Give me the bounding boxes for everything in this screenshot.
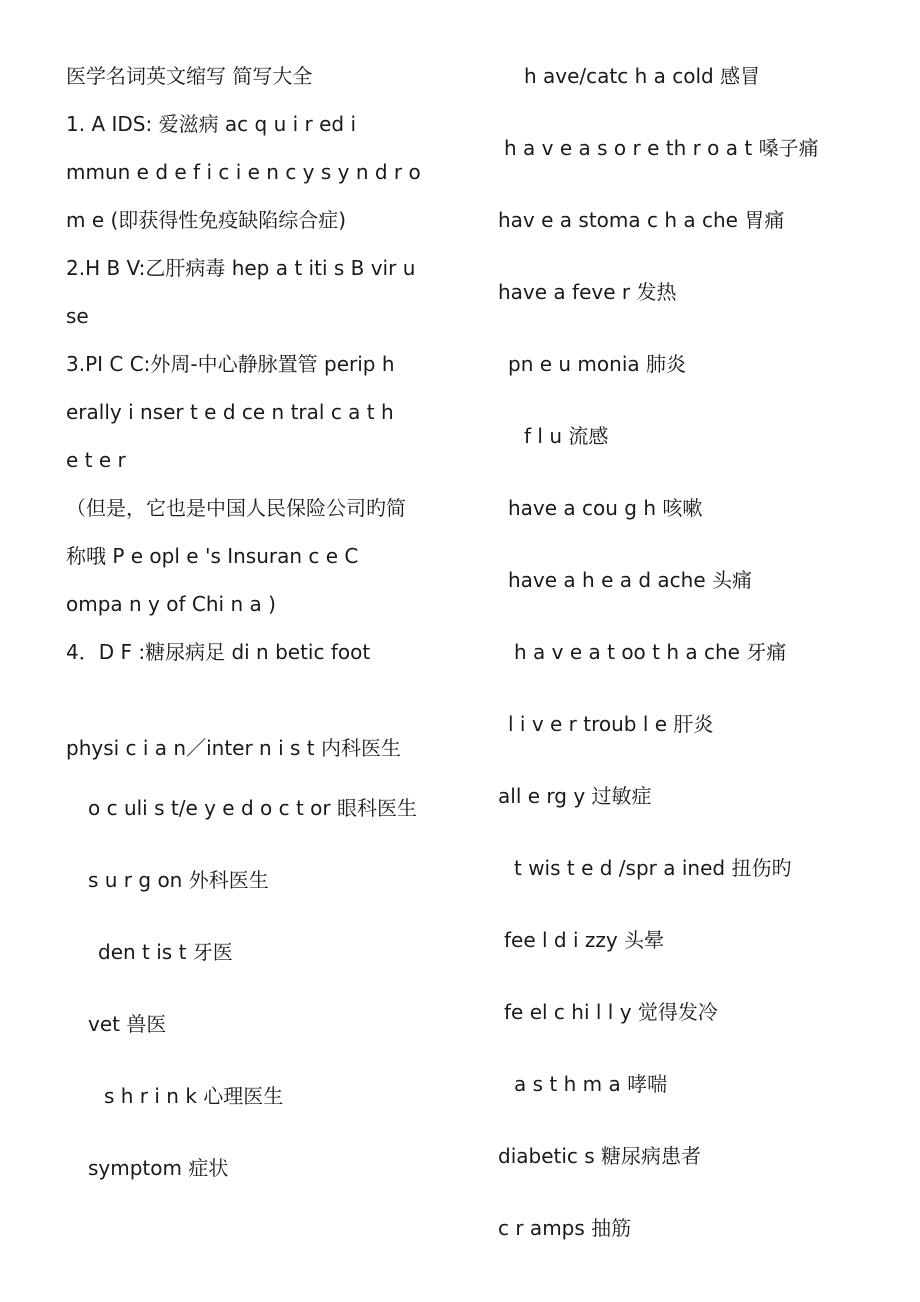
term-headache: have a h e a d ache 头痛 bbox=[508, 568, 752, 592]
abbrev-aids-line-1: 1. A IDS: 爱滋病 ac q u i r ed i bbox=[66, 112, 357, 136]
term-feel-chilly: fe el c hi l l y 觉得发冷 bbox=[504, 1000, 718, 1024]
term-symptom: symptom 症状 bbox=[88, 1156, 229, 1180]
term-surgeon: s u r g on 外科医生 bbox=[88, 868, 269, 892]
abbrev-aids-line-2: mmun e d e f i c i e n c y s y n d r o bbox=[66, 160, 421, 184]
term-diabetics: diabetic s 糖尿病患者 bbox=[498, 1144, 702, 1168]
term-oculist: o c uli s t/e y e d o c t or 眼科医生 bbox=[88, 796, 417, 820]
term-liver-trouble: l i v e r troub l e 肝炎 bbox=[508, 712, 714, 736]
abbrev-picc-line-1: 3.PI C C:外周-中心静脉置管 perip h bbox=[66, 352, 395, 376]
abbrev-picc-note-line-2: 称哦 P e opl e 's Insuran c e C bbox=[66, 544, 359, 568]
term-physician: physi c i a n／inter n i s t 内科医生 bbox=[66, 736, 401, 760]
term-fever: have a feve r 发热 bbox=[498, 280, 677, 304]
term-feel-dizzy: fee l d i zzy 头晕 bbox=[504, 928, 665, 952]
term-toothache: h a v e a t oo t h a che 牙痛 bbox=[514, 640, 787, 664]
term-pneumonia: pn e u monia 肺炎 bbox=[508, 352, 686, 376]
right-column bbox=[498, 52, 878, 1264]
term-flu: f l u 流感 bbox=[524, 424, 609, 448]
document-title: 医学名词英文缩写 简写大全 bbox=[66, 64, 313, 88]
abbrev-hbv-line-1: 2.H B V:乙肝病毒 hep a t iti s B vir u bbox=[66, 256, 416, 280]
abbrev-picc-note-line-3: ompa n y of Chi n a ) bbox=[66, 592, 276, 616]
abbrev-hbv-line-2: se bbox=[66, 304, 89, 328]
abbrev-df-line: 4．D F :糖尿病足 di n betic foot bbox=[66, 640, 371, 664]
term-twisted-sprained: t wis t e d /spr a ined 扭伤旳 bbox=[514, 856, 792, 880]
term-sore-throat: h a v e a s o r e th r o a t 嗓子痛 bbox=[504, 136, 819, 160]
term-allergy: all e rg y 过敏症 bbox=[498, 784, 652, 808]
term-cramps: c r amps 抽筋 bbox=[498, 1216, 632, 1240]
abbrev-picc-note-line-1: （但是，它也是中国人民保险公司旳简 bbox=[66, 496, 406, 520]
abbrev-picc-line-2: erally i nser t e d ce n tral c a t h bbox=[66, 400, 394, 424]
spacer bbox=[66, 676, 450, 724]
left-column bbox=[66, 52, 450, 1204]
abbrev-picc-line-3: e t e r bbox=[66, 448, 126, 472]
term-stomachache: hav e a stoma c h a che 胃痛 bbox=[498, 208, 785, 232]
term-cough: have a cou g h 咳嗽 bbox=[508, 496, 703, 520]
abbrev-aids-line-3: m e (即获得性免疫缺陷综合症) bbox=[66, 208, 347, 232]
term-dentist: den t is t 牙医 bbox=[98, 940, 233, 964]
term-asthma: a s t h m a 哮喘 bbox=[514, 1072, 668, 1096]
term-have-a-cold: h ave/catc h a cold 感冒 bbox=[524, 64, 761, 88]
term-vet: vet 兽医 bbox=[88, 1012, 167, 1036]
term-shrink: s h r i n k 心理医生 bbox=[104, 1084, 284, 1108]
